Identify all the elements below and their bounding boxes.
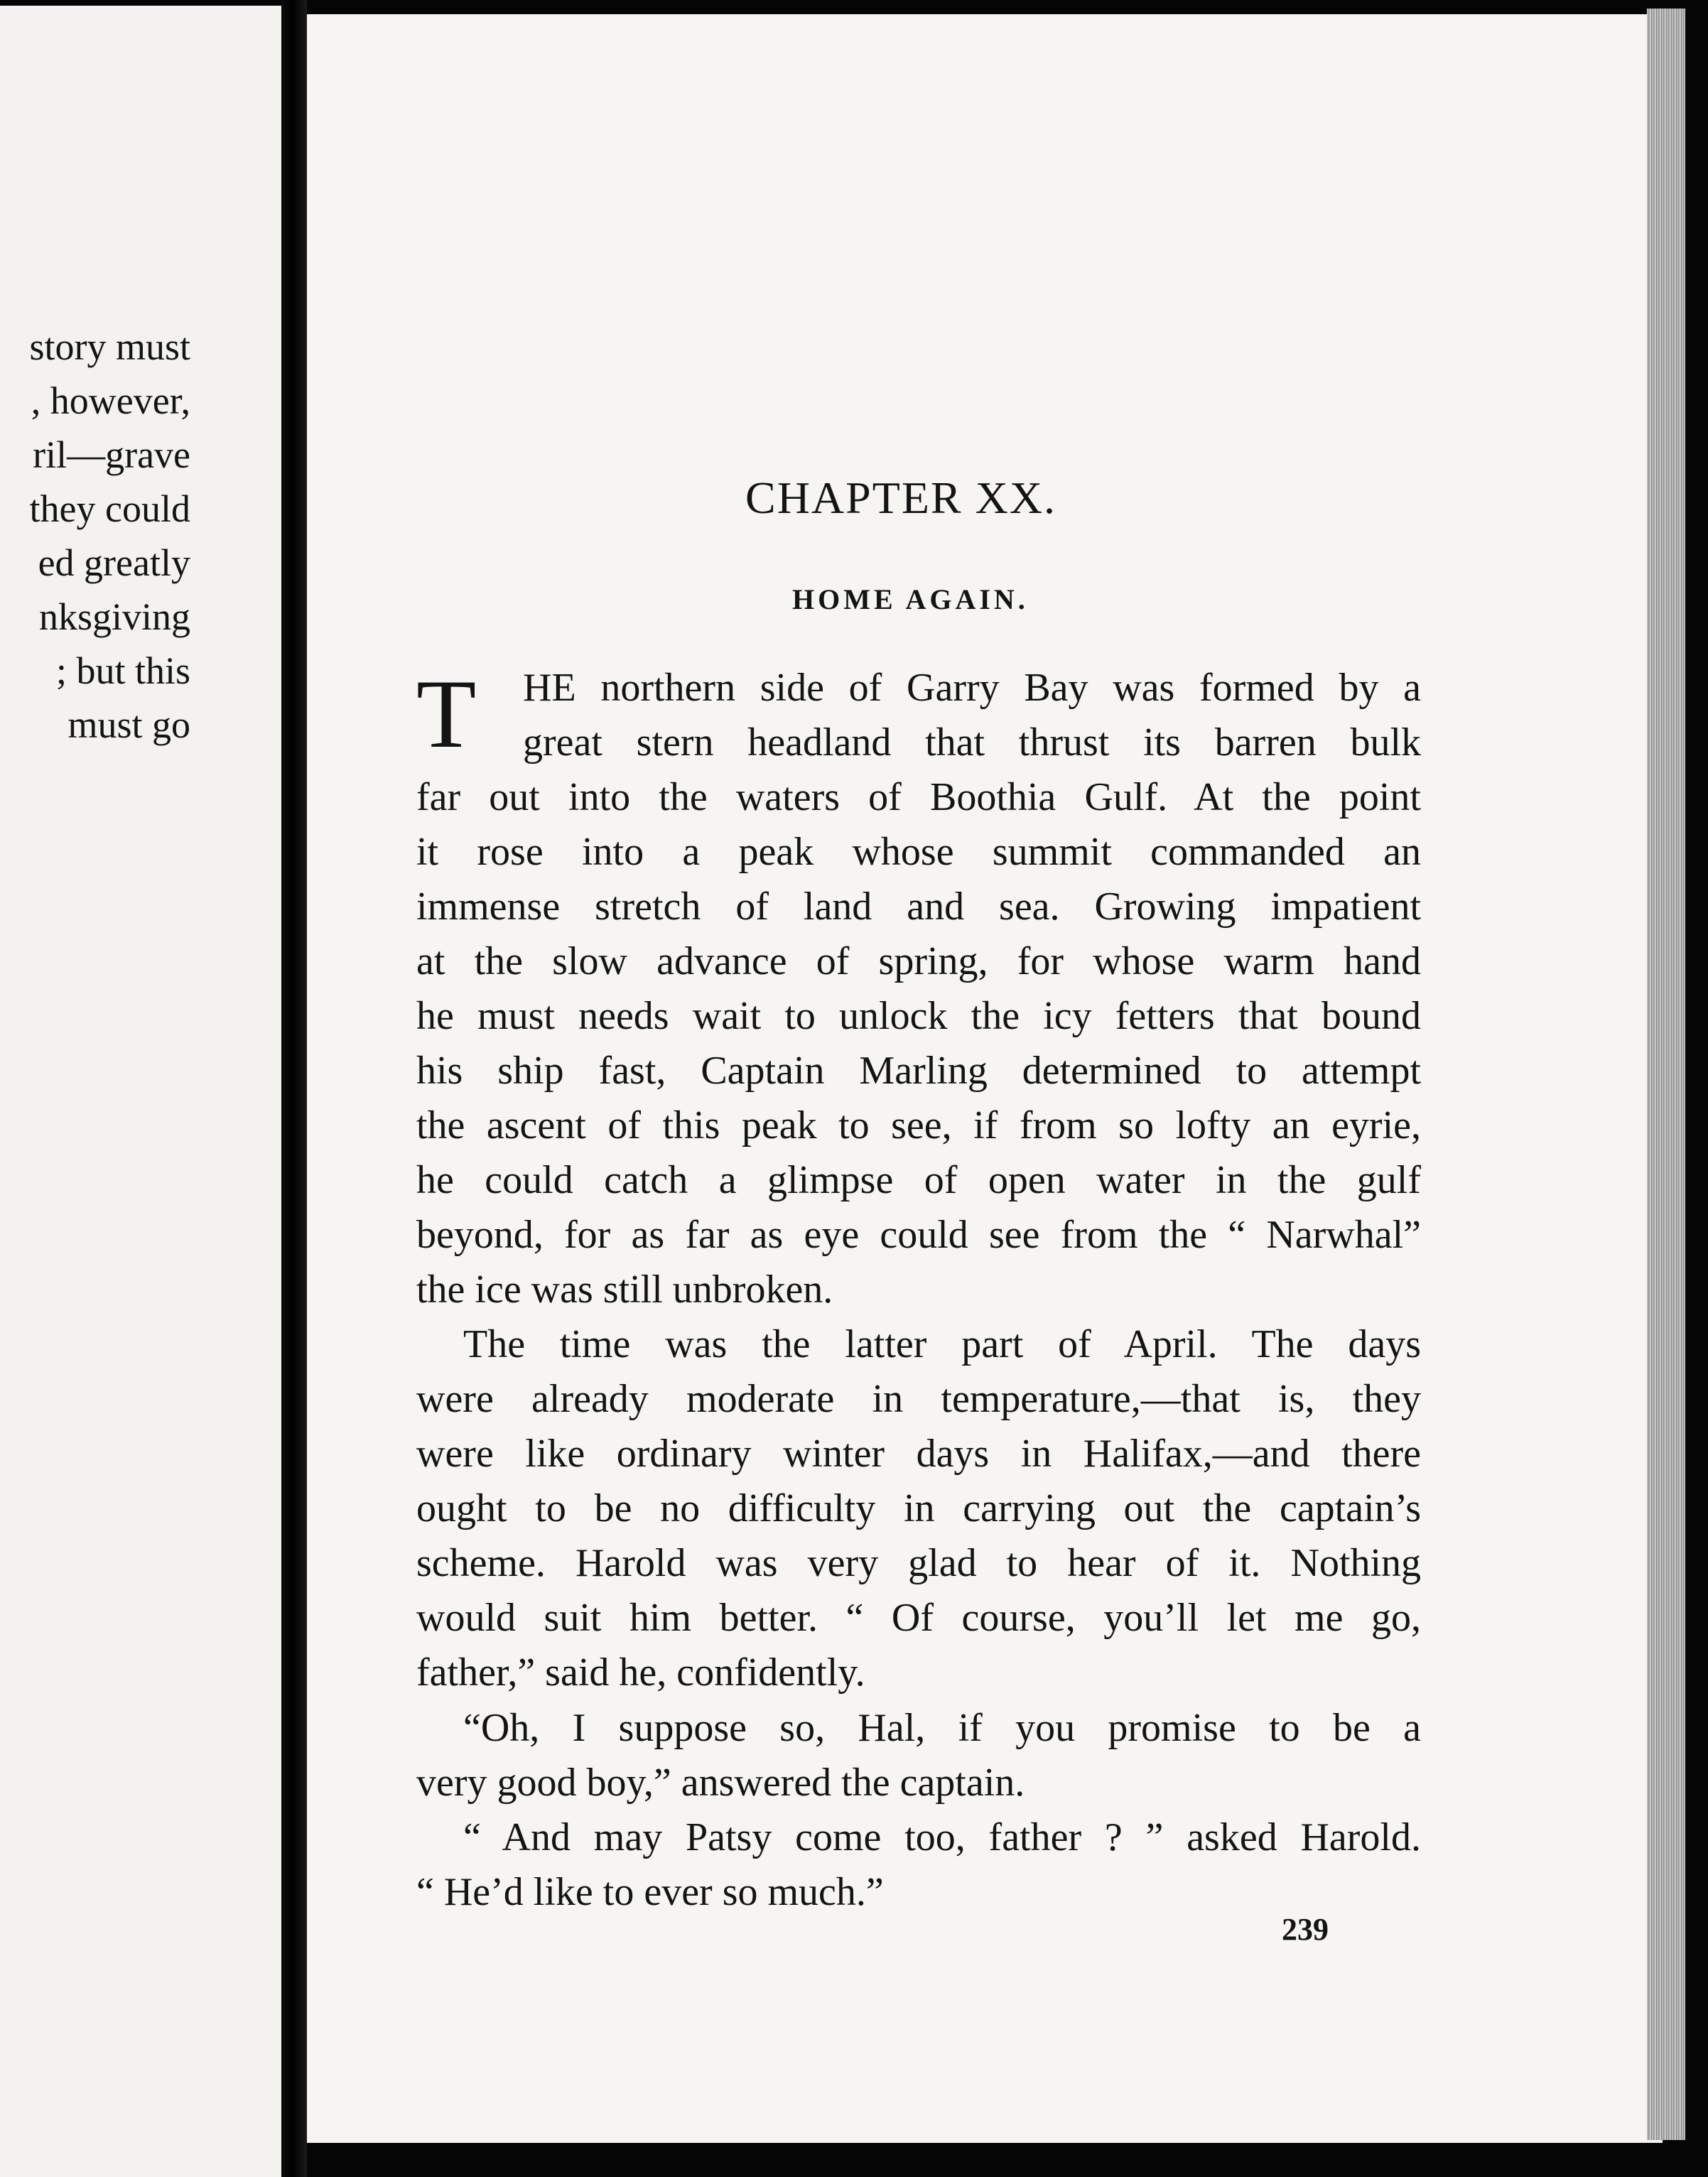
book-gutter: [281, 0, 307, 2177]
text-line: it rose into a peak whose summit commanded an: [416, 830, 1421, 874]
text-line: very good boy,” answered the captain.: [416, 1761, 1025, 1805]
text-line: ought to be no difficulty in carrying out the captain’s: [416, 1486, 1421, 1530]
text-line: HE northern side of Garry Bay was formed by a: [523, 666, 1421, 710]
text-line: “ He’d like to ever so much.”: [416, 1870, 884, 1914]
drop-cap: T: [416, 659, 477, 768]
text-line: he could catch a glimpse of open water in the gulf: [416, 1158, 1421, 1202]
chapter-title: CHAPTER XX.: [745, 472, 1057, 523]
text-line: father,” said he, confidently.: [416, 1651, 865, 1695]
left-page: [0, 6, 281, 2177]
page-edges: [1647, 9, 1685, 2140]
text-line: his ship fast, Captain Marling determined to attempt: [416, 1049, 1421, 1093]
left-page-line: must go: [67, 703, 190, 746]
text-line: were like ordinary winter days in Halifax,—and there: [416, 1432, 1421, 1476]
text-line: great stern headland that thrust its barren bulk: [523, 720, 1421, 765]
left-page-line: nksgiving: [38, 595, 190, 638]
text-line: would suit him better. “ Of course, you’ll let me go,: [416, 1596, 1421, 1640]
text-line: he must needs wait to unlock the icy fetters that bound: [416, 994, 1421, 1038]
chapter-subtitle: HOME AGAIN.: [792, 583, 1029, 615]
text-line: at the slow advance of spring, for whose warm hand: [416, 939, 1421, 983]
text-line: “Oh, I suppose so, Hal, if you promise to be a: [463, 1706, 1421, 1750]
text-line: far out into the waters of Boothia Gulf. At the point: [416, 775, 1421, 819]
left-page-line: they could: [29, 487, 190, 530]
text-line: scheme. Harold was very glad to hear of it. Nothing: [416, 1541, 1421, 1585]
text-line: “ And may Patsy come too, father ? ” asked Harold.: [463, 1815, 1421, 1859]
left-page-line: ed greatly: [38, 541, 190, 584]
text-line: beyond, for as far as eye could see from the “ Narwhal”: [416, 1213, 1421, 1257]
page-number: 239: [1282, 1912, 1329, 1947]
text-line: the ice was still unbroken.: [416, 1268, 833, 1312]
text-line: the ascent of this peak to see, if from so lofty an eyrie,: [416, 1103, 1421, 1147]
left-page-line: , however,: [31, 379, 190, 422]
left-page-line: ril—grave: [33, 433, 190, 476]
left-page-line: story must: [29, 325, 190, 368]
text-line: immense stretch of land and sea. Growing impatient: [416, 885, 1421, 929]
text-line: were already moderate in temperature,—that is, they: [416, 1377, 1421, 1421]
text-line: The time was the latter part of April. The days: [463, 1322, 1421, 1366]
left-page-line: ; but this: [55, 649, 190, 692]
